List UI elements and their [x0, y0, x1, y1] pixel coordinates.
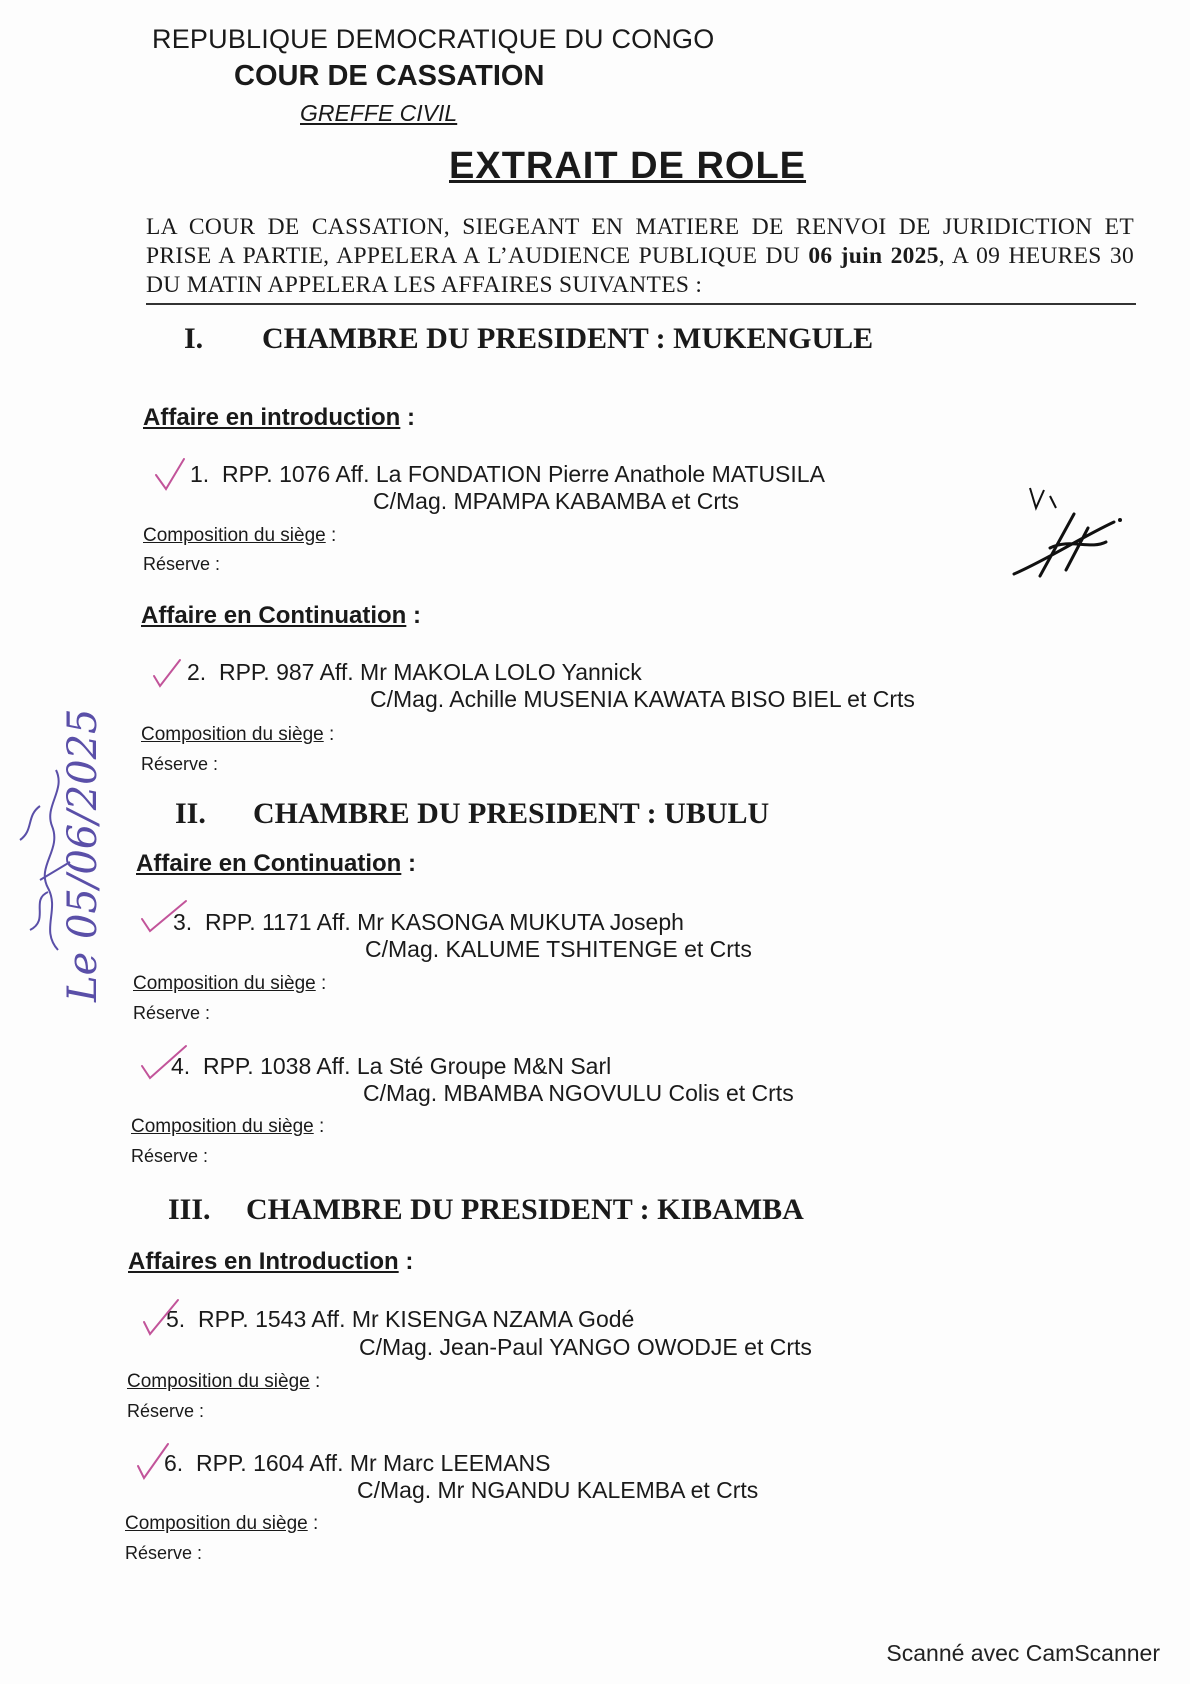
reserve: Réserve :: [127, 1401, 205, 1421]
reserve: Réserve :: [131, 1146, 209, 1166]
case-line-1: RPP. 1604 Aff. Mr Marc LEEMANS: [195, 1450, 551, 1476]
check-mark-icon: [140, 1296, 184, 1340]
section-heading: [143, 404, 415, 432]
composition-du-siege: [131, 1116, 324, 1138]
case-number: 5.: [166, 1306, 186, 1332]
composition-du-siege: [133, 973, 326, 995]
chamber-1-heading: [184, 322, 873, 356]
case-number: 1.: [190, 461, 210, 487]
case-6-defendant: C/Mag. Mr NGANDU KALEMBA et Crts: [357, 1477, 759, 1503]
case-4-defendant: C/Mag. MBAMBA NGOVULU Colis et Crts: [363, 1080, 794, 1106]
case-number: 4.: [171, 1053, 191, 1079]
composition-colon: :: [307, 1513, 319, 1534]
section-label: Affaire en Continuation: [136, 850, 402, 877]
chamber-name: CHAMBRE DU PRESIDENT : UBULU: [253, 797, 770, 830]
case-line-1: RPP. 987 Aff. Mr MAKOLA LOLO Yannick: [218, 659, 642, 685]
check-mark-icon: [138, 1040, 190, 1082]
scanner-watermark: Scanné avec CamScanner: [886, 1640, 1160, 1666]
composition-du-siege: [127, 1371, 320, 1393]
intro-text-before-date: LA COUR DE CASSATION, SIEGEANT EN MATIERE DE RENVOI DE JURIDICTION ET PRISE A PARTIE, APPELERA A L’AUDIENCE PUBLIQUE DU: [146, 214, 1134, 269]
composition-label: Composition du siège: [125, 1513, 308, 1534]
case-6: [164, 1450, 550, 1477]
case-1-defendant: C/Mag. MPAMPA KABAMBA et Crts: [373, 488, 739, 514]
composition-du-siege: [125, 1513, 318, 1535]
case-4: [171, 1053, 611, 1080]
case-line-1: RPP. 1076 Aff. La FONDATION Pierre Anathole MATUSILA: [221, 461, 825, 487]
reserve: Réserve :: [141, 754, 219, 774]
composition-label: Composition du siège: [143, 525, 326, 546]
case-3-defendant: C/Mag. KALUME TSHITENGE et Crts: [365, 936, 752, 962]
chamber-name: CHAMBRE DU PRESIDENT : MUKENGULE: [262, 322, 874, 355]
section-suffix: :: [401, 850, 416, 877]
document-title: EXTRAIT DE ROLE: [449, 145, 807, 187]
composition-du-siege: [141, 724, 334, 746]
composition-label: Composition du siège: [127, 1371, 310, 1392]
chamber-numeral: III.: [168, 1193, 211, 1226]
section-suffix: :: [400, 404, 416, 431]
check-mark-icon: [138, 895, 193, 937]
chamber-numeral: II.: [175, 797, 206, 830]
section-suffix: :: [398, 1248, 414, 1275]
section-suffix: :: [406, 602, 421, 629]
case-2: [187, 659, 642, 686]
case-number: 2.: [187, 659, 207, 685]
chamber-numeral: I.: [184, 322, 204, 355]
section-label: Affaire en Continuation: [141, 602, 407, 629]
country-name: REPUBLIQUE DEMOCRATIQUE DU CONGO: [152, 24, 715, 54]
intro-paragraph: [146, 213, 1134, 300]
section-label: Affaires en Introduction: [128, 1248, 399, 1275]
composition-label: Composition du siège: [131, 1116, 314, 1137]
composition-label: Composition du siège: [141, 724, 324, 745]
margin-note-date: Le 05/06/2025: [60, 708, 106, 1002]
composition-colon: :: [313, 1116, 325, 1137]
chamber-3-heading: [168, 1193, 804, 1227]
check-mark-icon: [150, 654, 190, 690]
case-number: 3.: [173, 909, 193, 935]
composition-label: Composition du siège: [133, 973, 316, 994]
case-3: [173, 909, 684, 936]
court-name: COUR DE CASSATION: [234, 60, 545, 92]
case-number: 6.: [164, 1450, 184, 1476]
section-label: Affaire en introduction: [143, 404, 401, 431]
composition-du-siege: [143, 525, 336, 547]
hearing-date: 06 juin 2025: [808, 243, 939, 269]
section-heading: [128, 1248, 413, 1276]
case-1: [190, 461, 825, 488]
reserve: Réserve :: [143, 554, 221, 574]
case-line-1: RPP. 1543 Aff. Mr KISENGA NZAMA Godé: [197, 1306, 635, 1332]
signature-icon: [1010, 478, 1130, 588]
section-heading: [136, 850, 416, 878]
registry-name: GREFFE CIVIL: [300, 100, 458, 126]
reserve: Réserve :: [125, 1543, 203, 1563]
chamber-2-heading: [175, 797, 769, 831]
composition-colon: :: [323, 724, 335, 745]
header-divider: [146, 303, 1136, 305]
composition-colon: :: [309, 1371, 321, 1392]
composition-colon: :: [315, 973, 327, 994]
intro-text-after-date: , A 09 HEURES 30 DU MATIN APPELERA LES AFFAIRES SUIVANTES :: [146, 243, 1135, 298]
check-mark-icon: [134, 1440, 174, 1484]
case-5: [166, 1306, 634, 1333]
margin-handwritten-note: [0, 630, 130, 1010]
case-2-defendant: C/Mag. Achille MUSENIA KAWATA BISO BIEL et Crts: [370, 686, 915, 712]
chamber-name: CHAMBRE DU PRESIDENT : KIBAMBA: [246, 1193, 804, 1226]
reserve: Réserve :: [133, 1003, 211, 1023]
case-5-defendant: C/Mag. Jean-Paul YANGO OWODJE et Crts: [359, 1334, 812, 1360]
composition-colon: :: [325, 525, 337, 546]
section-heading: [141, 602, 421, 630]
check-mark-icon: [152, 455, 192, 495]
case-line-1: RPP. 1038 Aff. La Sté Groupe M&N Sarl: [202, 1053, 612, 1079]
case-line-1: RPP. 1171 Aff. Mr KASONGA MUKUTA Joseph: [204, 909, 684, 935]
